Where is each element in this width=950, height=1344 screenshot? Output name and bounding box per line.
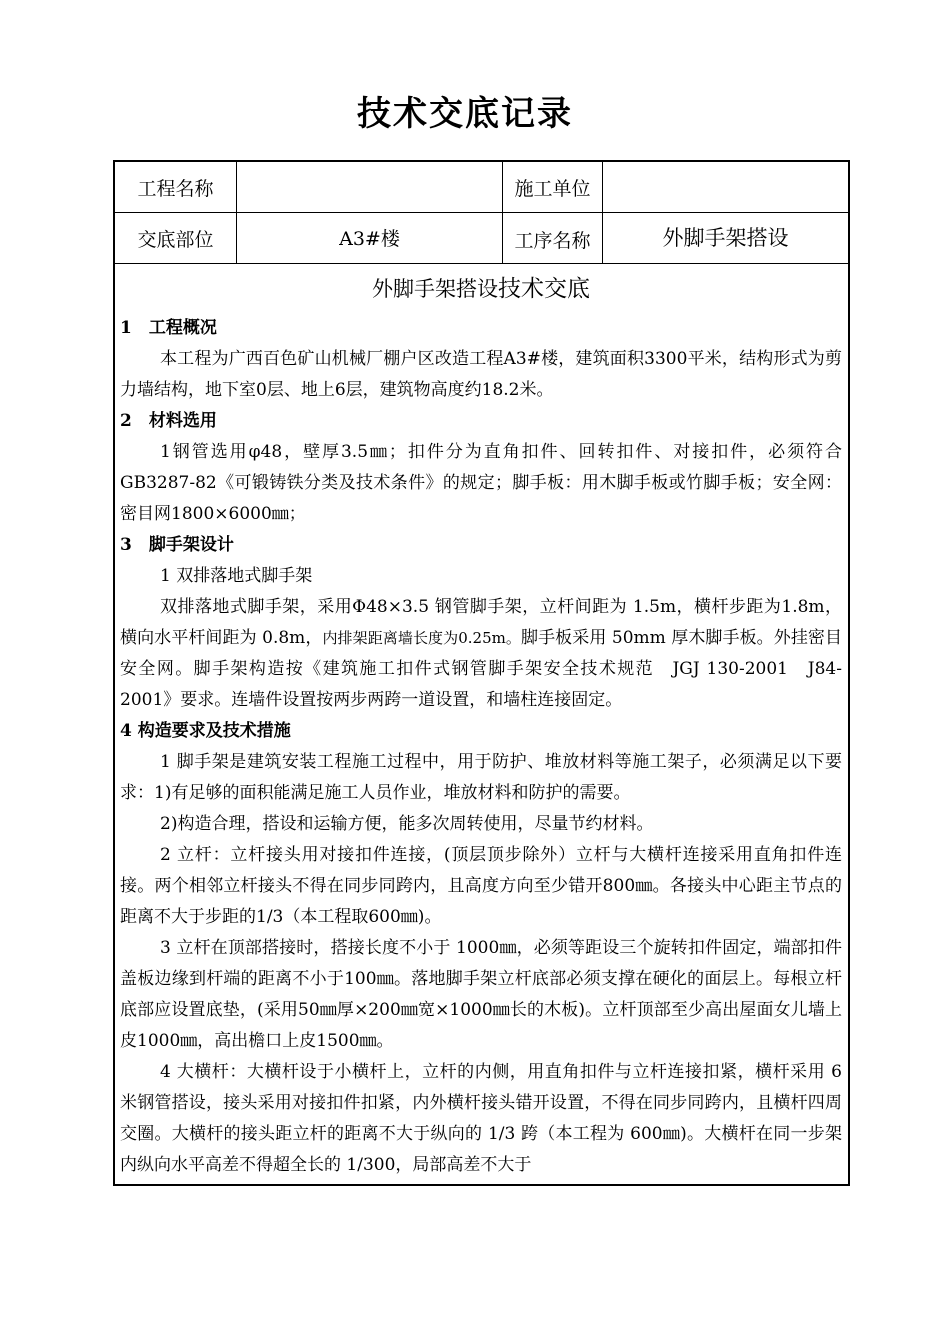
paragraph: 3 立杆在顶部搭接时，搭接长度不小于 1000㎜，必须等距设三个旋转扣件固定，端部扣件盖板边缘到杆端的距离不小于100㎜。落地脚手架立杆底部必须支撑在硬化的面层上。每根立杆底部应设置底垫，(采用50㎜厚×200㎜宽×1000㎜长的木板)。立杆顶部至少高出屋面女儿墙上皮1000㎜，高出檐口上皮1500㎜。 <box>120 938 842 1051</box>
disclosure-content <box>120 270 842 1181</box>
paragraph-part: 脚手板采用 50mm 厚木脚手板。外挂密目安全网。脚手架构造按《建筑施工扣件式钢管脚手架安全技术规范 JGJ 130-2001 J84-2001》要求。连墙件设置按两步两跨一道设置，和墙柱连接固定。 <box>120 628 842 710</box>
section-heading: 1 工程概况 <box>120 318 217 338</box>
process-value: 外脚手架搭设 <box>662 226 789 250</box>
section-heading: 4 构造要求及技术措施 <box>120 721 291 741</box>
process-label: 工序名称 <box>514 229 591 252</box>
paragraph: 1钢管选用φ48，壁厚3.5㎜；扣件分为直角扣件、回转扣件、对接扣件，必须符合GB3287-82《可锻铸铁分类及技术条件》的规定；脚手板：用木脚手板或竹脚手板；安全网：密目网1800×6000㎜； <box>120 442 842 524</box>
document-title: 技术交底记录 <box>357 94 573 134</box>
project-name-label: 工程名称 <box>137 177 214 200</box>
section-heading: 3 脚手架设计 <box>120 535 234 555</box>
paragraph: 2 立杆：立杆接头用对接扣件连接，(顶层顶步除外）立杆与大横杆连接采用直角扣件连接。两个相邻立杆接头不得在同步同跨内，且高度方向至少错开800㎜。各接头中心距主节点的距离不大于步距的1/3（本工程取600㎜)。 <box>120 845 842 927</box>
disclosure-subtitle <box>120 270 842 303</box>
paragraph: 2)构造合理，搭设和运输方便，能多次周转使用，尽量节约材料。 <box>160 814 654 834</box>
project-name-value <box>237 162 502 212</box>
construction-unit-value <box>603 162 848 212</box>
location-value: A3#楼 <box>339 227 400 250</box>
location-label: 交底部位 <box>137 228 214 251</box>
paragraph: 1 脚手架是建筑安装工程施工过程中，用于防护、堆放材料等施工架子，必须满足以下要求：1)有足够的面积能满足施工人员作业，堆放材料和防护的需要。 <box>120 752 842 803</box>
construction-unit-label: 施工单位 <box>514 177 591 200</box>
subtitle-part-b: 技术交底 <box>498 276 590 302</box>
paragraph: 4 大横杆：大横杆设于小横杆上，立杆的内侧，用直角扣件与立杆连接扣紧，横杆采用 6 米钢管搭设，接头采用对接扣件扣紧，内外横杆接头错开设置，不得在同步同跨内，且横杆四周交圈。大横杆的接头距立杆的距离不大于纵向的 1/3 跨（本工程为 600㎜)。大横杆在同一步架内纵向水平高差不得超全长的 1/300，局部高差不大于 <box>120 1062 842 1175</box>
row-divider <box>115 263 848 264</box>
paragraph <box>120 592 842 716</box>
paragraph-part: 双排落地式脚手架，采用Φ48×3.5 钢管脚手架，立杆间距为 1.5m，横杆步距为1.8m，横向水平杆间距为 0.8m， <box>120 597 842 648</box>
paragraph: 本工程为广西百色矿山机械厂棚户区改造工程A3#楼，建筑面积3300平米，结构形式为剪力墙结构，地下室0层、地上6层，建筑物高度约18.2米。 <box>120 349 842 400</box>
subtitle-part-a: 外脚手架搭设 <box>372 277 498 301</box>
paragraph: 1 双排落地式脚手架 <box>160 566 313 586</box>
paragraph-part: 内排架距离墙长度为0.25m。 <box>322 629 521 647</box>
section-heading: 2 材料选用 <box>120 411 217 431</box>
